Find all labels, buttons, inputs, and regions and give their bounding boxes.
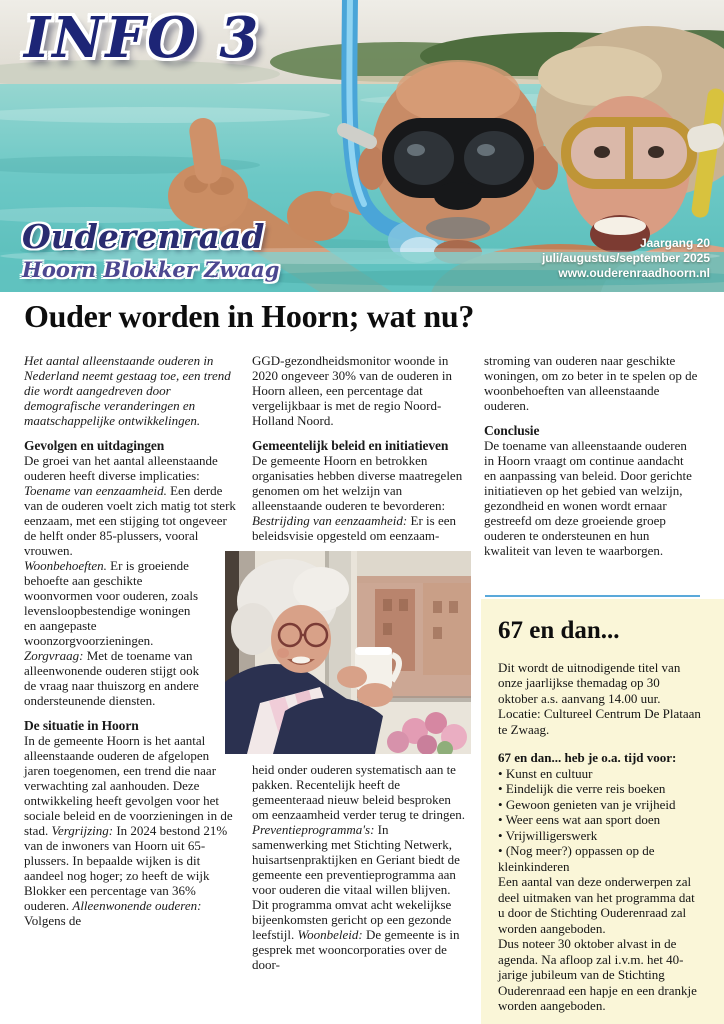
organization-name: Ouderenraad [22, 217, 265, 256]
paragraph-wrapped-around-photo: Woonbehoeften. Er is groeiende behoefte aan geschikte woonvormen voor ouderen, zoals levensloopbestendige woningen en aangepaste woonzorgvoorzieningen. Zorgvraag: Met de toename van alleenwonende ouderen stijgt ook de vraag naar thuiszorg en andere ondersteunende diensten. [24, 558, 200, 708]
paragraph: De groei van het aantal alleenstaande ouderen heeft diverse implicaties: Toename van eenzaamheid. Een derde van de ouderen voelt zich matig tot sterk eenzaam, met een stijging tot ongeveer de helft onder 85-plussers, vooral vrouwen. [24, 453, 236, 558]
bullet-icon: • [498, 796, 503, 812]
infobox-title: 67 en dan... [498, 617, 620, 644]
themadag-infobox [481, 599, 724, 1024]
list-item: • Weer eens wat aan sport doen [498, 812, 661, 827]
paragraph: stroming van ouderen naar geschikte woningen, om zo beter in te spelen op de woonbehoeften van alleenstaande ouderen. [484, 353, 698, 413]
masthead-title: INFO 3 [24, 5, 261, 71]
paragraph: De gemeente Hoorn en betrokken organisaties hebben diverse maatregelen genomen om het welzijn van alleenstaande ouderen te bevorderen: Bestrijding van eenzaamheid: Er is een beleidsvisie opgesteld om eenzaam- [252, 453, 463, 543]
list-item: • (Nog meer?) oppassen op de kleinkinderen [498, 843, 655, 874]
bullet-icon: • [498, 765, 503, 781]
bullet-icon: • [498, 781, 503, 796]
infobox-paragraph: Een aantal van deze onderwerpen zal deel uitmaken van het programma dat u door de Stichting Ouderenraad zal worden aangeboden. [498, 874, 695, 936]
infobox-paragraph: Dit wordt de uitnodigende titel van onze jaarlijkse themadag op 30 oktober a.s. aanvang 14.00 uur. Locatie: Cultureel Centrum De Plataan te Zwaag. [498, 659, 701, 737]
issue-info [542, 236, 710, 281]
paragraph: GGD-gezondheidsmonitor woonde in 2020 ongeveer 30% van de ouderen in Hoorn alleen, een percentage dat vergelijkbaar is met de regio Noord-Holland Noord. [252, 353, 452, 428]
header-photo [0, 0, 724, 292]
issue-volume: Jaargang 20 [639, 236, 710, 250]
paragraph: heid onder ouderen systematisch aan te pakken. Recentelijk heeft de gemeenteraad nieuw beleid besproken om eenzaamheid verder terug te dringen. Preventieprogramma's: In samenwerking met Stichting Netwerk, huisartsenpraktijken en Geriant biedt de gemeente een preventieprogramma aan voor ouderen die vitaal willen blijven. Dit programma omvat acht wekelijkse bijeenkomsten gericht op een gezonde leefstijl. Woonbeleid: De gemeente is in gesprek met wooncorporaties over de door- [252, 762, 465, 972]
bullet-icon: • [498, 812, 503, 827]
article-column-1 [24, 353, 236, 928]
website-url[interactable]: www.ouderenraadhoorn.nl [558, 266, 710, 280]
organization-subtitle: Hoorn Blokker Zwaag [22, 256, 280, 282]
infobox-paragraph: Dus noteer 30 oktober alvast in de agenda. Na afloop zal i.v.m. het 40-jarige jubileum van de Stichting Ouderenraad een hapje en een drankje worden aangeboden. [498, 936, 697, 1013]
list-item: • Vrijwilligerswerk [498, 827, 598, 843]
section-heading-beleid: Gemeentelijk beleid en initiatieven [252, 438, 449, 453]
elderly-woman-tea-photo [225, 551, 471, 754]
paragraph: In de gemeente Hoorn is het aantal alleenstaande ouderen de afgelopen jaren toegenomen, een trend die naar verwachting zal aanhouden. Deze ontwikkeling heeft gevolgen voor het sociale beleid en de voorzieningen in de stad. Vergrijzing: In 2024 bestond 21% van de inwoners van Hoorn uit 65-plussers. In bepaalde wijken is dit aandeel nog hoger; zo heeft de wijk Blokker een percentage van 36% ouderen. Alleenwonende ouderen: Volgens de [24, 733, 233, 928]
section-heading-conclusie: Conclusie [484, 423, 540, 438]
article-column-2 [252, 353, 466, 972]
article-column-3 [484, 353, 698, 558]
list-item: • Gewoon genieten van je vrijheid [498, 796, 676, 812]
section-heading-situatie: De situatie in Hoorn [24, 718, 139, 733]
blue-divider-rule [485, 595, 700, 597]
organization-block [22, 217, 280, 282]
paragraph: De toename van alleenstaande ouderen in Hoorn vraagt om continue aandacht en aanpassing van beleid. Door gerichte initiatieven op het gebied van welzijn, gezondheid en wonen wordt ernaar gestreefd om deze groeiende groep ouderen te ondersteunen en hun kwaliteit van leven te waarborgen. [484, 438, 692, 558]
issue-months: juli/augustus/september 2025 [541, 251, 710, 265]
list-item: • Kunst en cultuur [498, 765, 593, 781]
infobox-list-heading: 67 en dan... heb je o.a. tijd voor: [498, 750, 677, 765]
bullet-icon: • [498, 843, 503, 858]
article-headline: Ouder worden in Hoorn; wat nu? [24, 298, 475, 334]
article-intro: Het aantal alleenstaande ouderen in Nederland neemt gestaag toe, een trend die wordt aangedreven door demografische veranderingen en maatschappelijke ontwikkelingen. [24, 353, 231, 428]
bullet-icon: • [498, 827, 503, 843]
list-item: • Eindelijk die verre reis boeken [498, 781, 666, 796]
section-heading-gevolgen: Gevolgen en uitdagingen [24, 438, 165, 453]
